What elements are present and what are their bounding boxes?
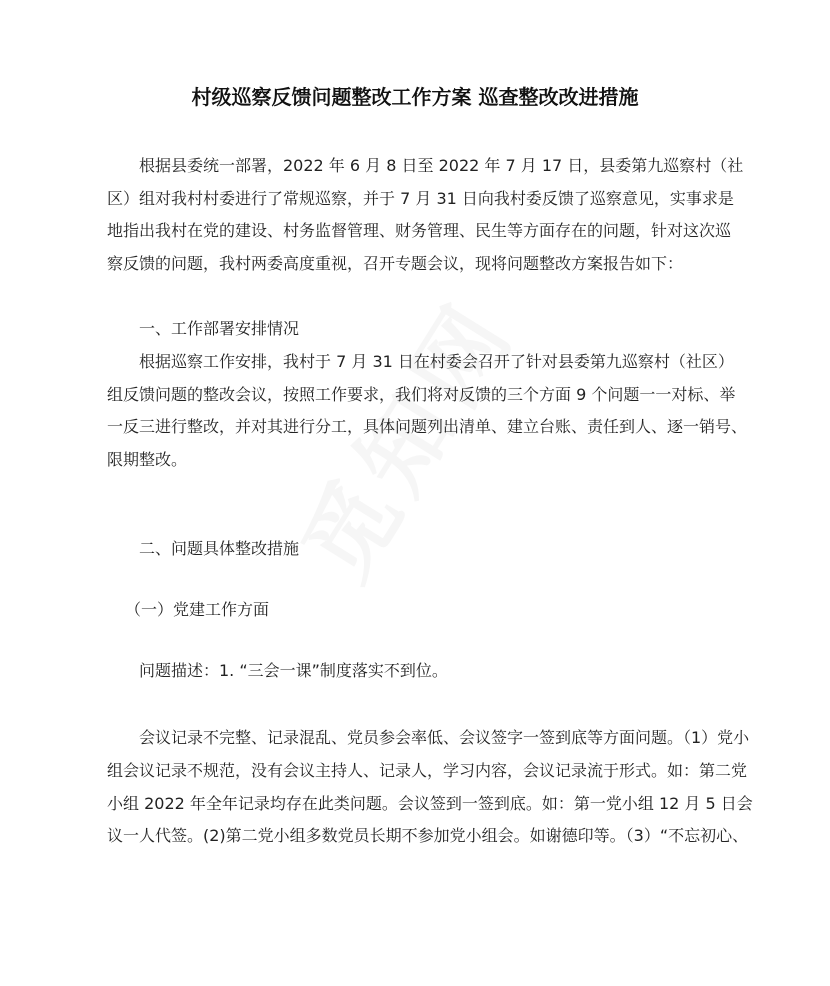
paragraph-line: 察反馈的问题，我村两委高度重视，召开专题会议，现将问题整改方案报告如下： (107, 254, 684, 273)
section-heading: 二、问题具体整改措施 (139, 539, 300, 558)
paragraph-line: 根据县委统一部署，2022 年 6 月 8 日至 2022 年 7 月 17 日，县委第九巡察村（社 (139, 156, 744, 175)
sub-heading: （一）党建工作方面 (125, 600, 270, 619)
problem-description: 问题描述：1. “三会一课”制度落实不到位。 (139, 661, 448, 680)
paragraph-line: 小组 2022 年全年记录均存在此类问题。会议签到一签到底。如：第一党小组 12 月 5 日会 (107, 794, 753, 813)
paragraph-line: 一反三进行整改，并对其进行分工，具体问题列出清单、建立台账、责任到人、逐一销号、 (107, 417, 748, 436)
section-heading: 一、工作部署安排情况 (139, 319, 300, 338)
paragraph-line: 根据巡察工作安排，我村于 7 月 31 日在村委会召开了针对县委第九巡察村（社区） (139, 352, 734, 371)
paragraph-line: 组反馈问题的整改会议，按照工作要求，我们将对反馈的三个方面 9 个问题一一对标、举 (107, 385, 736, 404)
paragraph-line: 限期整改。 (107, 450, 188, 469)
paragraph-line: 区）组对我村村委进行了常规巡察，并于 7 月 31 日向我村委反馈了巡察意见，实事求是 (107, 189, 734, 208)
paragraph-line: 议一人代签。(2)第二党小组多数党员长期不参加党小组会。如谢德印等。（3）“不忘初心、 (107, 826, 749, 845)
paragraph-line: 会议记录不完整、记录混乱、党员参会率低、会议签字一签到底等方面问题。（1）党小 (139, 728, 750, 747)
paragraph-line: 组会议记录不规范，没有会议主持人、记录人，学习内容，会议记录流于形式。如：第二党 (107, 761, 748, 780)
paragraph-line: 地指出我村在党的建设、村务监督管理、财务管理、民生等方面存在的问题，针对这次巡 (107, 221, 732, 240)
document-title: 村级巡察反馈问题整改工作方案 巡查整改改进措施 (191, 85, 639, 109)
